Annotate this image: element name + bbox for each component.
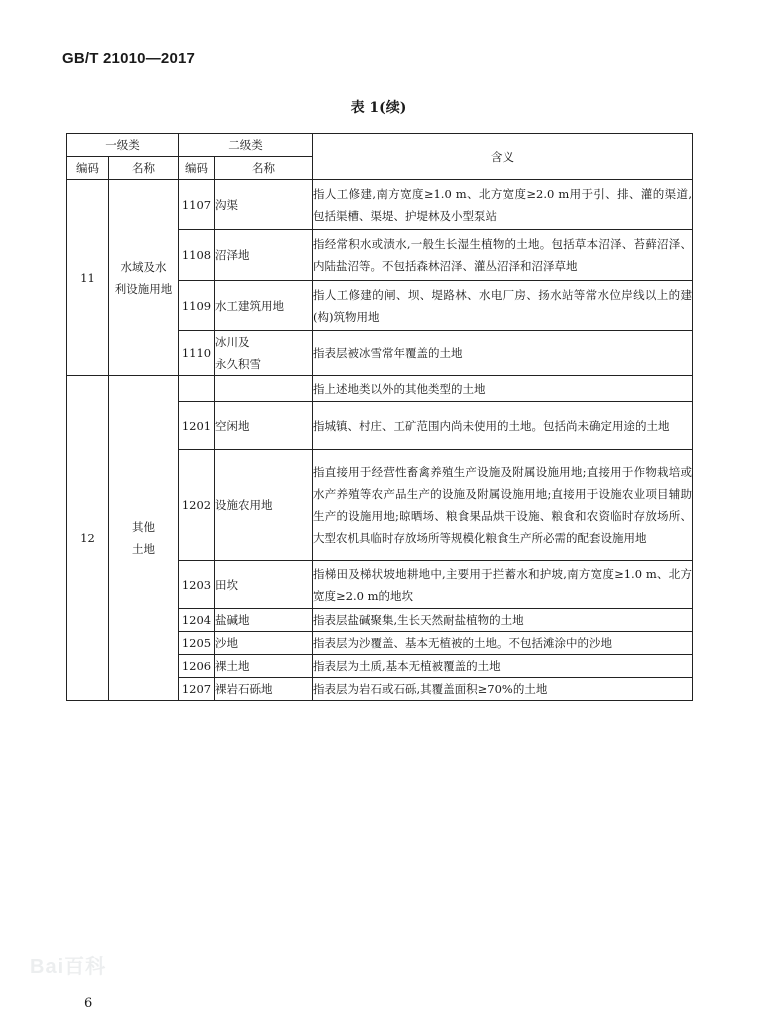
definition-cell: 指上述地类以外的其他类型的土地 <box>313 376 693 402</box>
level2-name: 田坎 <box>215 561 313 609</box>
level2-code: 1205 <box>179 632 215 655</box>
level1-name: 其他 土地 <box>109 376 179 701</box>
definition-cell: 指表层为沙覆盖、基本无植被的土地。不包括滩涂中的沙地 <box>313 632 693 655</box>
level2-name: 沙地 <box>215 632 313 655</box>
level2-code: 1203 <box>179 561 215 609</box>
watermark-text: Bai百科 <box>30 956 107 978</box>
level1-code: 11 <box>67 180 109 376</box>
level2-code: 1107 <box>179 180 215 230</box>
header-level1-code: 编码 <box>67 157 109 180</box>
land-classification-table <box>66 133 693 701</box>
page-number: 6 <box>84 996 93 1011</box>
level2-name: 裸岩石砾地 <box>215 678 313 701</box>
definition-cell: 指经常积水或渍水,一般生长湿生植物的土地。包括草本沼泽、苔藓沼泽、内陆盐沼等。不包括森林沼泽、灌丛沼泽和沼泽草地 <box>313 230 693 281</box>
level2-name: 水工建筑用地 <box>215 281 313 331</box>
definition-cell: 指城镇、村庄、工矿范围内尚未使用的土地。包括尚未确定用途的土地 <box>313 402 693 450</box>
header-level2-code: 编码 <box>179 157 215 180</box>
definition-cell: 指表层为岩石或石砾,其覆盖面积≥70%的土地 <box>313 678 693 701</box>
level2-name: 沼泽地 <box>215 230 313 281</box>
level2-code-empty <box>179 376 215 402</box>
header-level1-name: 名称 <box>109 157 179 180</box>
level2-name: 裸土地 <box>215 655 313 678</box>
level2-code: 1110 <box>179 331 215 376</box>
definition-cell: 指梯田及梯状坡地耕地中,主要用于拦蓄水和护坡,南方宽度≥1.0 m、北方宽度≥2.0 m的地坎 <box>313 561 693 609</box>
level2-name: 沟渠 <box>215 180 313 230</box>
definition-cell: 指直接用于经营性畜禽养殖生产设施及附属设施用地;直接用于作物栽培或水产养殖等农产品生产的设施及附属设施用地;直接用于设施农业项目辅助生产的设施用地;晾晒场、粮食果品烘干设施、粮食和农资临时存放场所、大型农机具临时存放场所等规模化粮食生产所必需的配套设施用地 <box>313 450 693 561</box>
level1-code: 12 <box>67 376 109 701</box>
level2-code: 1204 <box>179 609 215 632</box>
level2-name: 设施农用地 <box>215 450 313 561</box>
level2-code: 1207 <box>179 678 215 701</box>
level1-name: 水域及水 利设施用地 <box>109 180 179 376</box>
level2-code: 1201 <box>179 402 215 450</box>
level2-name: 冰川及 永久积雪 <box>215 331 313 376</box>
standard-code: GB/T 21010—2017 <box>62 50 196 67</box>
definition-cell: 指人工修建,南方宽度≥1.0 m、北方宽度≥2.0 m用于引、排、灌的渠道,包括渠槽、渠堤、护堤林及小型泵站 <box>313 180 693 230</box>
header-level2: 二级类 <box>179 134 313 157</box>
header-meaning: 含义 <box>313 134 693 180</box>
definition-cell: 指人工修建的闸、坝、堤路林、水电厂房、扬水站等常水位岸线以上的建(构)筑物用地 <box>313 281 693 331</box>
definition-cell: 指表层盐碱聚集,生长天然耐盐植物的土地 <box>313 609 693 632</box>
group-general-row <box>67 376 693 402</box>
level2-name: 空闲地 <box>215 402 313 450</box>
level2-name-empty <box>215 376 313 402</box>
definition-cell: 指表层为土质,基本无植被覆盖的土地 <box>313 655 693 678</box>
header-row-1 <box>67 134 693 157</box>
level2-code: 1206 <box>179 655 215 678</box>
header-level1: 一级类 <box>67 134 179 157</box>
definition-cell: 指表层被冰雪常年覆盖的土地 <box>313 331 693 376</box>
table-row <box>67 180 693 230</box>
baike-watermark <box>30 950 106 979</box>
level2-code: 1108 <box>179 230 215 281</box>
level2-code: 1109 <box>179 281 215 331</box>
header-level2-name: 名称 <box>215 157 313 180</box>
table-body <box>67 180 693 701</box>
table-title: 表 1(续) <box>350 100 407 116</box>
level2-name: 盐碱地 <box>215 609 313 632</box>
level2-code: 1202 <box>179 450 215 561</box>
